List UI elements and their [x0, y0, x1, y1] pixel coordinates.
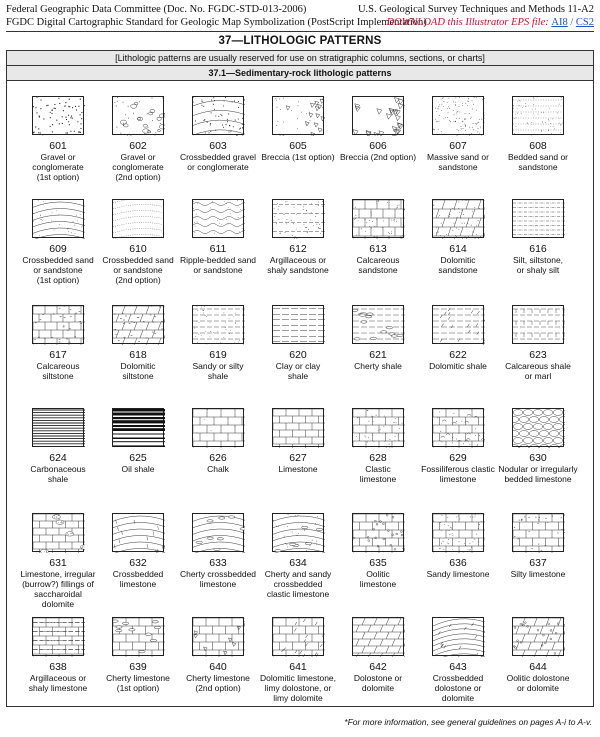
- pattern-label: shale: [47, 474, 69, 484]
- pattern-label: shaly limestone: [28, 683, 88, 693]
- pattern-642: [338, 617, 418, 693]
- pattern-label: (2nd option): [195, 683, 241, 693]
- pattern-643: [418, 617, 498, 703]
- pattern-618: [98, 305, 178, 381]
- pattern-633: [178, 513, 258, 589]
- pattern-label: Argillaceous or: [29, 673, 87, 683]
- pattern-label: crossbedded: [273, 579, 323, 589]
- pattern-label: Breccia (2nd option): [339, 152, 417, 162]
- pattern-number: 609: [49, 243, 67, 255]
- pattern-label: or dolomite: [516, 683, 560, 693]
- pattern-number: 612: [289, 243, 307, 255]
- pattern-label: Dolomitic limestone,: [259, 673, 337, 683]
- pattern-label: (1st option): [36, 172, 80, 182]
- pattern-number: 625: [129, 452, 147, 464]
- pattern-614: [418, 199, 498, 275]
- pattern-label: Cherty shale: [354, 361, 402, 371]
- pattern-label: saccharoidal dolomite: [34, 589, 82, 609]
- pattern-number: 632: [129, 557, 147, 569]
- pattern-number: 636: [449, 557, 467, 569]
- pattern-label: bedded limestone: [504, 474, 572, 484]
- pattern-label: Massive sand or: [427, 152, 489, 162]
- pattern-label: Carbonaceous: [30, 464, 86, 474]
- pattern-623: [498, 305, 578, 381]
- pattern-label: Dolomitic shale: [429, 361, 487, 371]
- pattern-label: Gravel or: [40, 152, 76, 162]
- pattern-swatch: [512, 617, 564, 656]
- pattern-label: conglomerate: [32, 162, 84, 172]
- pattern-number: 602: [129, 140, 147, 152]
- pattern-label: Bedded sand or: [507, 152, 569, 162]
- pattern-label: limestone: [359, 579, 397, 589]
- pattern-label: Calcareous shale: [505, 361, 571, 371]
- pattern-label: shaly sandstone: [267, 265, 329, 275]
- pattern-number: 616: [529, 243, 547, 255]
- pattern-swatch: [32, 513, 84, 552]
- pattern-label: Dolomitic: [120, 361, 156, 371]
- pattern-swatch: [112, 513, 164, 552]
- pattern-swatch: [432, 96, 484, 135]
- pattern-number: 611: [209, 243, 227, 255]
- pattern-label: limestone: [439, 474, 477, 484]
- pattern-label: dolomite: [361, 683, 395, 693]
- pattern-number: 627: [289, 452, 307, 464]
- pattern-label: siltstone: [122, 371, 154, 381]
- pattern-label: Oolitic: [366, 569, 390, 579]
- pattern-number: 605: [289, 140, 307, 152]
- pattern-label: limy dolostone, or: [264, 683, 332, 693]
- pattern-swatch: [272, 408, 324, 447]
- pattern-number: 643: [449, 661, 467, 673]
- pattern-606: [338, 96, 418, 162]
- download-ai8-link[interactable]: AI8: [551, 17, 568, 28]
- pattern-628: [338, 408, 418, 484]
- pattern-630: [498, 408, 578, 484]
- pattern-label: dolomite: [441, 693, 475, 703]
- pattern-swatch: [32, 96, 84, 135]
- pattern-634: [258, 513, 338, 599]
- pattern-607: [418, 96, 498, 172]
- pattern-label: Breccia (1st option): [261, 152, 335, 162]
- pattern-number: 621: [369, 349, 387, 361]
- pattern-swatch: [192, 199, 244, 238]
- pattern-number: 635: [369, 557, 387, 569]
- pattern-label: clastic limestone: [266, 589, 330, 599]
- pattern-number: 644: [529, 661, 547, 673]
- pattern-label: or sandstone: [113, 265, 163, 275]
- pattern-swatch: [112, 408, 164, 447]
- pattern-label: (2nd option): [115, 172, 161, 182]
- pattern-label: Crossbedded sand: [22, 255, 94, 265]
- pattern-swatch: [512, 408, 564, 447]
- header-publication: U.S. Geological Survey Techniques and Methods 11-A2: [357, 4, 594, 15]
- pattern-610: [98, 199, 178, 285]
- pattern-label: Sandy limestone: [426, 569, 490, 579]
- pattern-swatch: [112, 96, 164, 135]
- pattern-639: [98, 617, 178, 693]
- pattern-label: (2nd option): [115, 275, 161, 285]
- pattern-number: 610: [129, 243, 147, 255]
- pattern-number: 620: [289, 349, 307, 361]
- pattern-label: Calcareous: [36, 361, 80, 371]
- pattern-swatch: [112, 617, 164, 656]
- pattern-swatch: [192, 305, 244, 344]
- pattern-swatch: [432, 408, 484, 447]
- pattern-617: [18, 305, 98, 381]
- pattern-number: 642: [369, 661, 387, 673]
- pattern-swatch: [272, 96, 324, 135]
- pattern-label: Crossbedded: [432, 673, 484, 683]
- pattern-label: Sandy or silty: [192, 361, 244, 371]
- pattern-number: 634: [289, 557, 307, 569]
- pattern-swatch: [432, 199, 484, 238]
- pattern-number: 630: [529, 452, 547, 464]
- pattern-601: [18, 96, 98, 182]
- pattern-625: [98, 408, 178, 474]
- pattern-label: Oolitic dolostone: [506, 673, 570, 683]
- pattern-label: conglomerate: [112, 162, 164, 172]
- pattern-label: sandstone: [518, 162, 558, 172]
- pattern-624: [18, 408, 98, 484]
- subsection-title: 37.1—Sedimentary-rock lithologic patterns: [7, 66, 593, 81]
- pattern-620: [258, 305, 338, 381]
- pattern-swatch: [352, 408, 404, 447]
- pattern-label: Cherty crossbedded: [179, 569, 257, 579]
- pattern-label: Crossbedded: [112, 569, 164, 579]
- pattern-label: Silt, siltstone,: [512, 255, 564, 265]
- pattern-swatch: [112, 199, 164, 238]
- pattern-swatch: [432, 617, 484, 656]
- pattern-label: sandstone: [438, 265, 478, 275]
- pattern-number: 622: [449, 349, 467, 361]
- pattern-number: 623: [529, 349, 547, 361]
- footer-note: *For more information, see general guidelines on pages A-i to A-v.: [344, 717, 592, 727]
- pattern-644: [498, 617, 578, 693]
- pattern-swatch: [32, 408, 84, 447]
- pattern-611: [178, 199, 258, 275]
- pattern-number: 601: [49, 140, 67, 152]
- pattern-number: 613: [369, 243, 387, 255]
- pattern-number: 631: [49, 557, 67, 569]
- pattern-612: [258, 199, 338, 275]
- pattern-label: or marl: [524, 371, 552, 381]
- pattern-label: Oil shale: [121, 464, 155, 474]
- pattern-swatch: [192, 96, 244, 135]
- pattern-label: Silty limestone: [510, 569, 566, 579]
- pattern-swatch: [32, 305, 84, 344]
- pattern-label: or sandstone: [193, 265, 243, 275]
- pattern-swatch: [432, 513, 484, 552]
- pattern-number: 638: [49, 661, 67, 673]
- pattern-label: Argillaceous or: [269, 255, 327, 265]
- pattern-label: dolostone or: [434, 683, 482, 693]
- pattern-swatch: [352, 305, 404, 344]
- pattern-swatch: [432, 305, 484, 344]
- pattern-label: Dolostone or: [353, 673, 403, 683]
- pattern-swatch: [32, 617, 84, 656]
- download-text: DOWNLOAD this Illustrator EPS file:: [386, 17, 549, 28]
- pattern-number: 606: [369, 140, 387, 152]
- pattern-swatch: [352, 513, 404, 552]
- pattern-label: Limestone, irregular: [20, 569, 96, 579]
- pattern-label: Nodular or irregularly: [498, 464, 578, 474]
- pattern-label: shale: [207, 371, 229, 381]
- pattern-swatch: [352, 617, 404, 656]
- pattern-621: [338, 305, 418, 371]
- pattern-616: [498, 199, 578, 275]
- pattern-swatch: [272, 617, 324, 656]
- pattern-627: [258, 408, 338, 474]
- pattern-swatch: [512, 199, 564, 238]
- pattern-label: Clastic: [365, 464, 391, 474]
- download-cs2-link[interactable]: CS2: [575, 17, 594, 28]
- usage-note: [Lithologic patterns are usually reserved for use on stratigraphic columns, sections, or charts]: [7, 51, 593, 66]
- pattern-602: [98, 96, 178, 182]
- pattern-number: 633: [209, 557, 227, 569]
- pattern-swatch: [272, 513, 324, 552]
- pattern-label: (1st option): [36, 275, 80, 285]
- pattern-swatch: [352, 199, 404, 238]
- pattern-number: 637: [529, 557, 547, 569]
- pattern-608: [498, 96, 578, 172]
- pattern-637: [498, 513, 578, 579]
- pattern-638: [18, 617, 98, 693]
- pattern-label: Chalk: [207, 464, 229, 474]
- pattern-number: 614: [449, 243, 467, 255]
- pattern-label: (burrow?) fillings of: [22, 579, 94, 589]
- pattern-number: 629: [449, 452, 467, 464]
- pattern-label: sandstone: [358, 265, 398, 275]
- pattern-number: 639: [129, 661, 147, 673]
- pattern-613: [338, 199, 418, 275]
- pattern-swatch: [512, 513, 564, 552]
- pattern-label: limestone: [199, 579, 237, 589]
- pattern-number: 626: [209, 452, 227, 464]
- header-agency: Federal Geographic Data Committee (Doc. No. FGDC-STD-013-2006): [6, 4, 307, 15]
- pattern-label: Gravel or: [120, 152, 156, 162]
- pattern-641: [258, 617, 338, 703]
- pattern-number: 618: [129, 349, 147, 361]
- pattern-label: limy dolomite: [273, 693, 323, 703]
- pattern-label: Cherty limestone: [186, 673, 250, 683]
- pattern-636: [418, 513, 498, 579]
- pattern-number: 641: [289, 661, 307, 673]
- pattern-label: or conglomerate: [187, 162, 249, 172]
- pattern-631: [18, 513, 98, 609]
- pattern-label: Cherty and sandy: [264, 569, 332, 579]
- pattern-label: Calcareous: [356, 255, 400, 265]
- pattern-label: sandstone: [438, 162, 478, 172]
- pattern-label: Ripple-bedded sand: [179, 255, 257, 265]
- pattern-number: 640: [209, 661, 227, 673]
- pattern-label: Limestone: [278, 464, 318, 474]
- pattern-603: [178, 96, 258, 172]
- pattern-label: Dolomitic: [440, 255, 476, 265]
- pattern-swatch: [272, 199, 324, 238]
- pattern-swatch: [192, 408, 244, 447]
- pattern-number: 607: [449, 140, 467, 152]
- pattern-605: [258, 96, 338, 162]
- pattern-label: shale: [287, 371, 309, 381]
- pattern-label: Cherty limestone: [106, 673, 170, 683]
- pattern-label: Crossbedded gravel: [179, 152, 257, 162]
- pattern-label: Crossbedded sand: [102, 255, 174, 265]
- pattern-swatch: [112, 305, 164, 344]
- pattern-label: or shaly silt: [516, 265, 560, 275]
- pattern-609: [18, 199, 98, 285]
- pattern-label: siltstone: [42, 371, 74, 381]
- pattern-622: [418, 305, 498, 371]
- pattern-640: [178, 617, 258, 693]
- pattern-swatch: [512, 305, 564, 344]
- pattern-label: Fossiliferous clastic: [421, 464, 495, 474]
- pattern-label: Clay or clay: [275, 361, 321, 371]
- pattern-swatch: [512, 96, 564, 135]
- pattern-swatch: [272, 305, 324, 344]
- pattern-number: 603: [209, 140, 227, 152]
- pattern-label: or sandstone: [33, 265, 83, 275]
- pattern-label: limestone: [119, 579, 157, 589]
- pattern-label: limestone: [359, 474, 397, 484]
- pattern-number: 619: [209, 349, 227, 361]
- pattern-number: 624: [49, 452, 67, 464]
- pattern-swatch: [32, 199, 84, 238]
- header-standard: FGDC Digital Cartographic Standard for Geologic Map Symbolization (PostScript Implementation): [6, 17, 427, 28]
- pattern-635: [338, 513, 418, 589]
- pattern-swatch: [192, 617, 244, 656]
- pattern-label: (1st option): [116, 683, 160, 693]
- pattern-number: 608: [529, 140, 547, 152]
- pattern-number: 628: [369, 452, 387, 464]
- link-separator: /: [567, 17, 576, 28]
- pattern-619: [178, 305, 258, 381]
- pattern-number: 617: [49, 349, 67, 361]
- pattern-swatch: [352, 96, 404, 135]
- pattern-swatch: [192, 513, 244, 552]
- pattern-632: [98, 513, 178, 589]
- section-title: 37—LITHOLOGIC PATTERNS: [218, 35, 382, 47]
- pattern-626: [178, 408, 258, 474]
- pattern-629: [418, 408, 498, 484]
